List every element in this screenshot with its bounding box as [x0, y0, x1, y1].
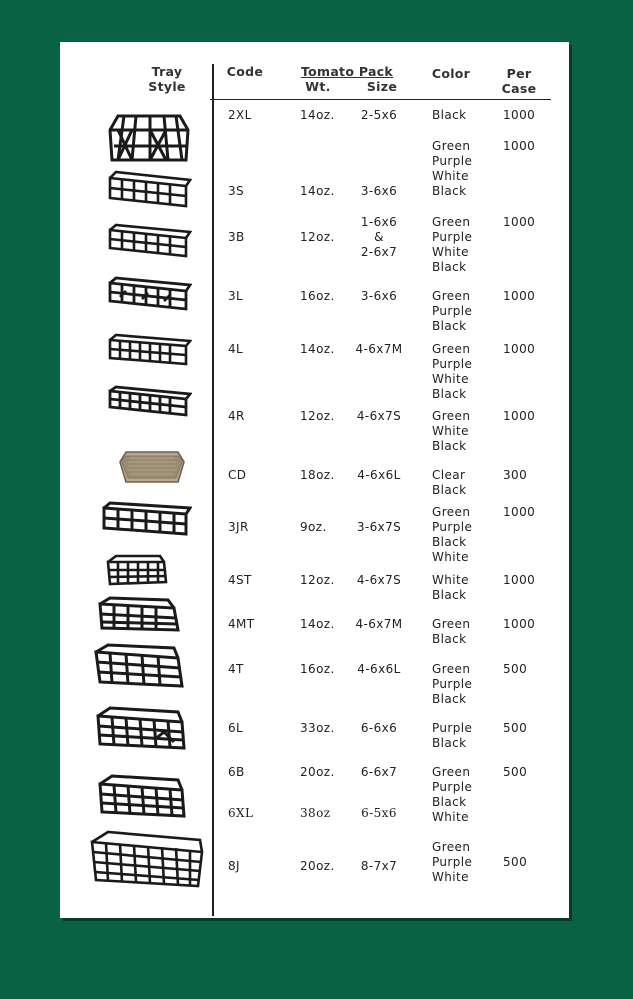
size-cell: 6-5x6	[361, 806, 397, 820]
header-wt: Wt.	[305, 79, 331, 94]
per-case-cell: 1000	[503, 342, 536, 356]
code-cell: 6L	[228, 721, 244, 735]
color-cell	[432, 468, 466, 498]
color-cell	[432, 721, 472, 751]
tray-4l-icon	[106, 332, 192, 370]
color-item: Black	[432, 736, 467, 750]
color-cell	[432, 765, 472, 795]
color-item: Purple	[432, 154, 473, 168]
header-tomato-pack: Tomato Pack	[300, 64, 394, 79]
size-cell: 4-6x6L	[357, 662, 401, 676]
size-line: 2-6x7	[360, 245, 398, 259]
size-cell: 4-6x6L	[357, 468, 401, 482]
color-item: Black	[432, 535, 467, 549]
color-cell	[432, 840, 472, 885]
color-item: Green	[432, 662, 471, 676]
weight-cell: 16oz.	[300, 289, 335, 303]
color-item: Purple	[432, 357, 473, 371]
color-cell	[432, 342, 472, 402]
tray-cd-icon	[118, 448, 186, 486]
color-cell	[432, 139, 472, 184]
code-cell: 2XL	[228, 108, 252, 122]
color-item: Purple	[432, 721, 473, 735]
color-item: Green	[432, 409, 471, 423]
size-cell: 3-6x7S	[356, 520, 402, 534]
per-case-cell: 300	[503, 468, 528, 482]
tray-4r-icon	[106, 385, 192, 421]
weight-cell: 12oz.	[300, 230, 335, 244]
color-item: White	[432, 870, 469, 884]
size-cell: 3-6x6	[360, 184, 398, 198]
color-item: Purple	[432, 520, 473, 534]
tray-3s-icon	[106, 168, 192, 212]
color-item: White	[432, 245, 469, 259]
color-item: Black	[432, 632, 467, 646]
per-case-cell: 500	[503, 721, 528, 735]
code-cell: 3JR	[228, 520, 249, 534]
code-cell: 4ST	[228, 573, 252, 587]
tray-4t-icon	[92, 642, 188, 692]
color-item: Green	[432, 289, 471, 303]
weight-cell: 18oz.	[300, 468, 335, 482]
weight-cell: 14oz.	[300, 617, 335, 631]
per-case-cell: 500	[503, 662, 528, 676]
color-cell	[432, 184, 466, 199]
color-item: Purple	[432, 780, 473, 794]
column-divider	[212, 64, 214, 916]
header-color: Color	[431, 66, 471, 81]
code-cell: 4T	[228, 662, 244, 676]
size-cell: 4-6x7M	[355, 617, 403, 631]
weight-cell: 14oz.	[300, 108, 335, 122]
color-item: Black	[432, 387, 467, 401]
tray-4mt-icon	[96, 596, 182, 636]
tray-3l-icon	[106, 275, 192, 315]
per-case-cell: 1000	[503, 505, 536, 519]
color-cell	[432, 108, 466, 123]
color-item: Green	[432, 617, 471, 631]
color-cell	[432, 289, 472, 334]
weight-cell: 20oz.	[300, 859, 335, 873]
color-item: Black	[432, 439, 467, 453]
size-cell: 3-6x6	[360, 289, 398, 303]
per-case-cell: 1000	[503, 573, 536, 587]
color-item: Black	[432, 184, 467, 198]
code-cell: 4MT	[228, 617, 255, 631]
weight-cell: 14oz.	[300, 342, 335, 356]
color-item: Green	[432, 342, 471, 356]
color-item: Black	[432, 795, 467, 809]
tray-2xl-icon	[106, 108, 192, 168]
color-item: Clear	[432, 468, 466, 482]
size-cell: 8-7x7	[360, 859, 398, 873]
header-tray-style	[142, 64, 192, 94]
color-item: White	[432, 372, 469, 386]
per-case-cell: 1000	[503, 289, 536, 303]
color-item: Purple	[432, 304, 473, 318]
size-cell: 6-6x7	[360, 765, 398, 779]
color-cell	[432, 215, 472, 275]
header-case: Case	[501, 81, 537, 96]
color-item: Green	[432, 139, 471, 153]
code-cell: 6B	[228, 765, 245, 779]
code-cell: CD	[228, 468, 247, 482]
code-cell: 4L	[228, 342, 244, 356]
color-cell	[432, 617, 470, 647]
weight-cell: 14oz.	[300, 184, 335, 198]
code-cell: 6XL	[228, 806, 254, 820]
weight-cell: 12oz.	[300, 573, 335, 587]
color-cell	[432, 409, 470, 454]
color-item: Green	[432, 840, 471, 854]
price-sheet	[60, 42, 569, 918]
header-per: Per	[506, 66, 532, 81]
weight-cell: 20oz.	[300, 765, 335, 779]
color-cell	[432, 573, 469, 603]
tray-8j-icon	[88, 830, 208, 892]
size-cell: 6-6x6	[360, 721, 398, 735]
code-cell: 3B	[228, 230, 245, 244]
color-item: Black	[432, 260, 467, 274]
color-item: Black	[432, 483, 467, 497]
color-item: Purple	[432, 677, 473, 691]
size-line: 1-6x6	[360, 215, 398, 229]
code-cell: 8J	[228, 859, 240, 873]
color-item: White	[432, 810, 469, 824]
size-cell: 2-5x6	[360, 108, 398, 122]
weight-cell: 16oz.	[300, 662, 335, 676]
color-cell	[432, 505, 472, 565]
header-per-case	[497, 66, 541, 96]
per-case-cell: 1000	[503, 409, 536, 423]
size-cell: 4-6x7S	[356, 409, 402, 423]
color-item: Black	[432, 108, 467, 122]
color-item: Green	[432, 505, 471, 519]
color-cell	[432, 662, 472, 707]
per-case-cell: 1000	[503, 215, 536, 229]
code-cell: 4R	[228, 409, 245, 423]
size-cell: 4-6x7M	[355, 342, 403, 356]
color-item: Purple	[432, 855, 473, 869]
color-item: Green	[432, 215, 471, 229]
header-size: Size	[366, 79, 398, 94]
size-cell: 4-6x7S	[356, 573, 402, 587]
tray-4st-icon	[104, 554, 170, 590]
color-item: White	[432, 573, 469, 587]
tray-6l-icon	[94, 704, 190, 754]
color-item: Black	[432, 588, 467, 602]
per-case-cell: 1000	[503, 108, 536, 122]
tray-3b-icon	[106, 222, 192, 262]
code-cell: 3L	[228, 289, 244, 303]
color-item: Black	[432, 319, 467, 333]
color-item: Black	[432, 692, 467, 706]
tray-3jr-icon	[100, 500, 192, 540]
header-code: Code	[226, 64, 264, 79]
weight-cell: 38oz	[300, 806, 331, 820]
per-case-cell: 500	[503, 765, 528, 779]
color-item: White	[432, 424, 469, 438]
weight-cell: 12oz.	[300, 409, 335, 423]
color-item: White	[432, 169, 469, 183]
tray-6b-icon	[96, 772, 190, 822]
weight-cell: 9oz.	[300, 520, 327, 534]
per-case-cell: 1000	[503, 617, 536, 631]
per-case-cell: 500	[503, 855, 528, 869]
header-tray-line2: Style	[148, 79, 186, 94]
header-underline	[210, 99, 551, 100]
color-item: Green	[432, 765, 471, 779]
color-cell	[432, 795, 469, 825]
per-case-cell: 1000	[503, 139, 536, 153]
header-tray-line1: Tray	[151, 64, 183, 79]
color-item: Purple	[432, 230, 473, 244]
color-item: White	[432, 550, 469, 564]
size-line: &	[374, 230, 384, 244]
code-cell: 3S	[228, 184, 245, 198]
weight-cell: 33oz.	[300, 721, 335, 735]
size-cell	[349, 215, 409, 260]
